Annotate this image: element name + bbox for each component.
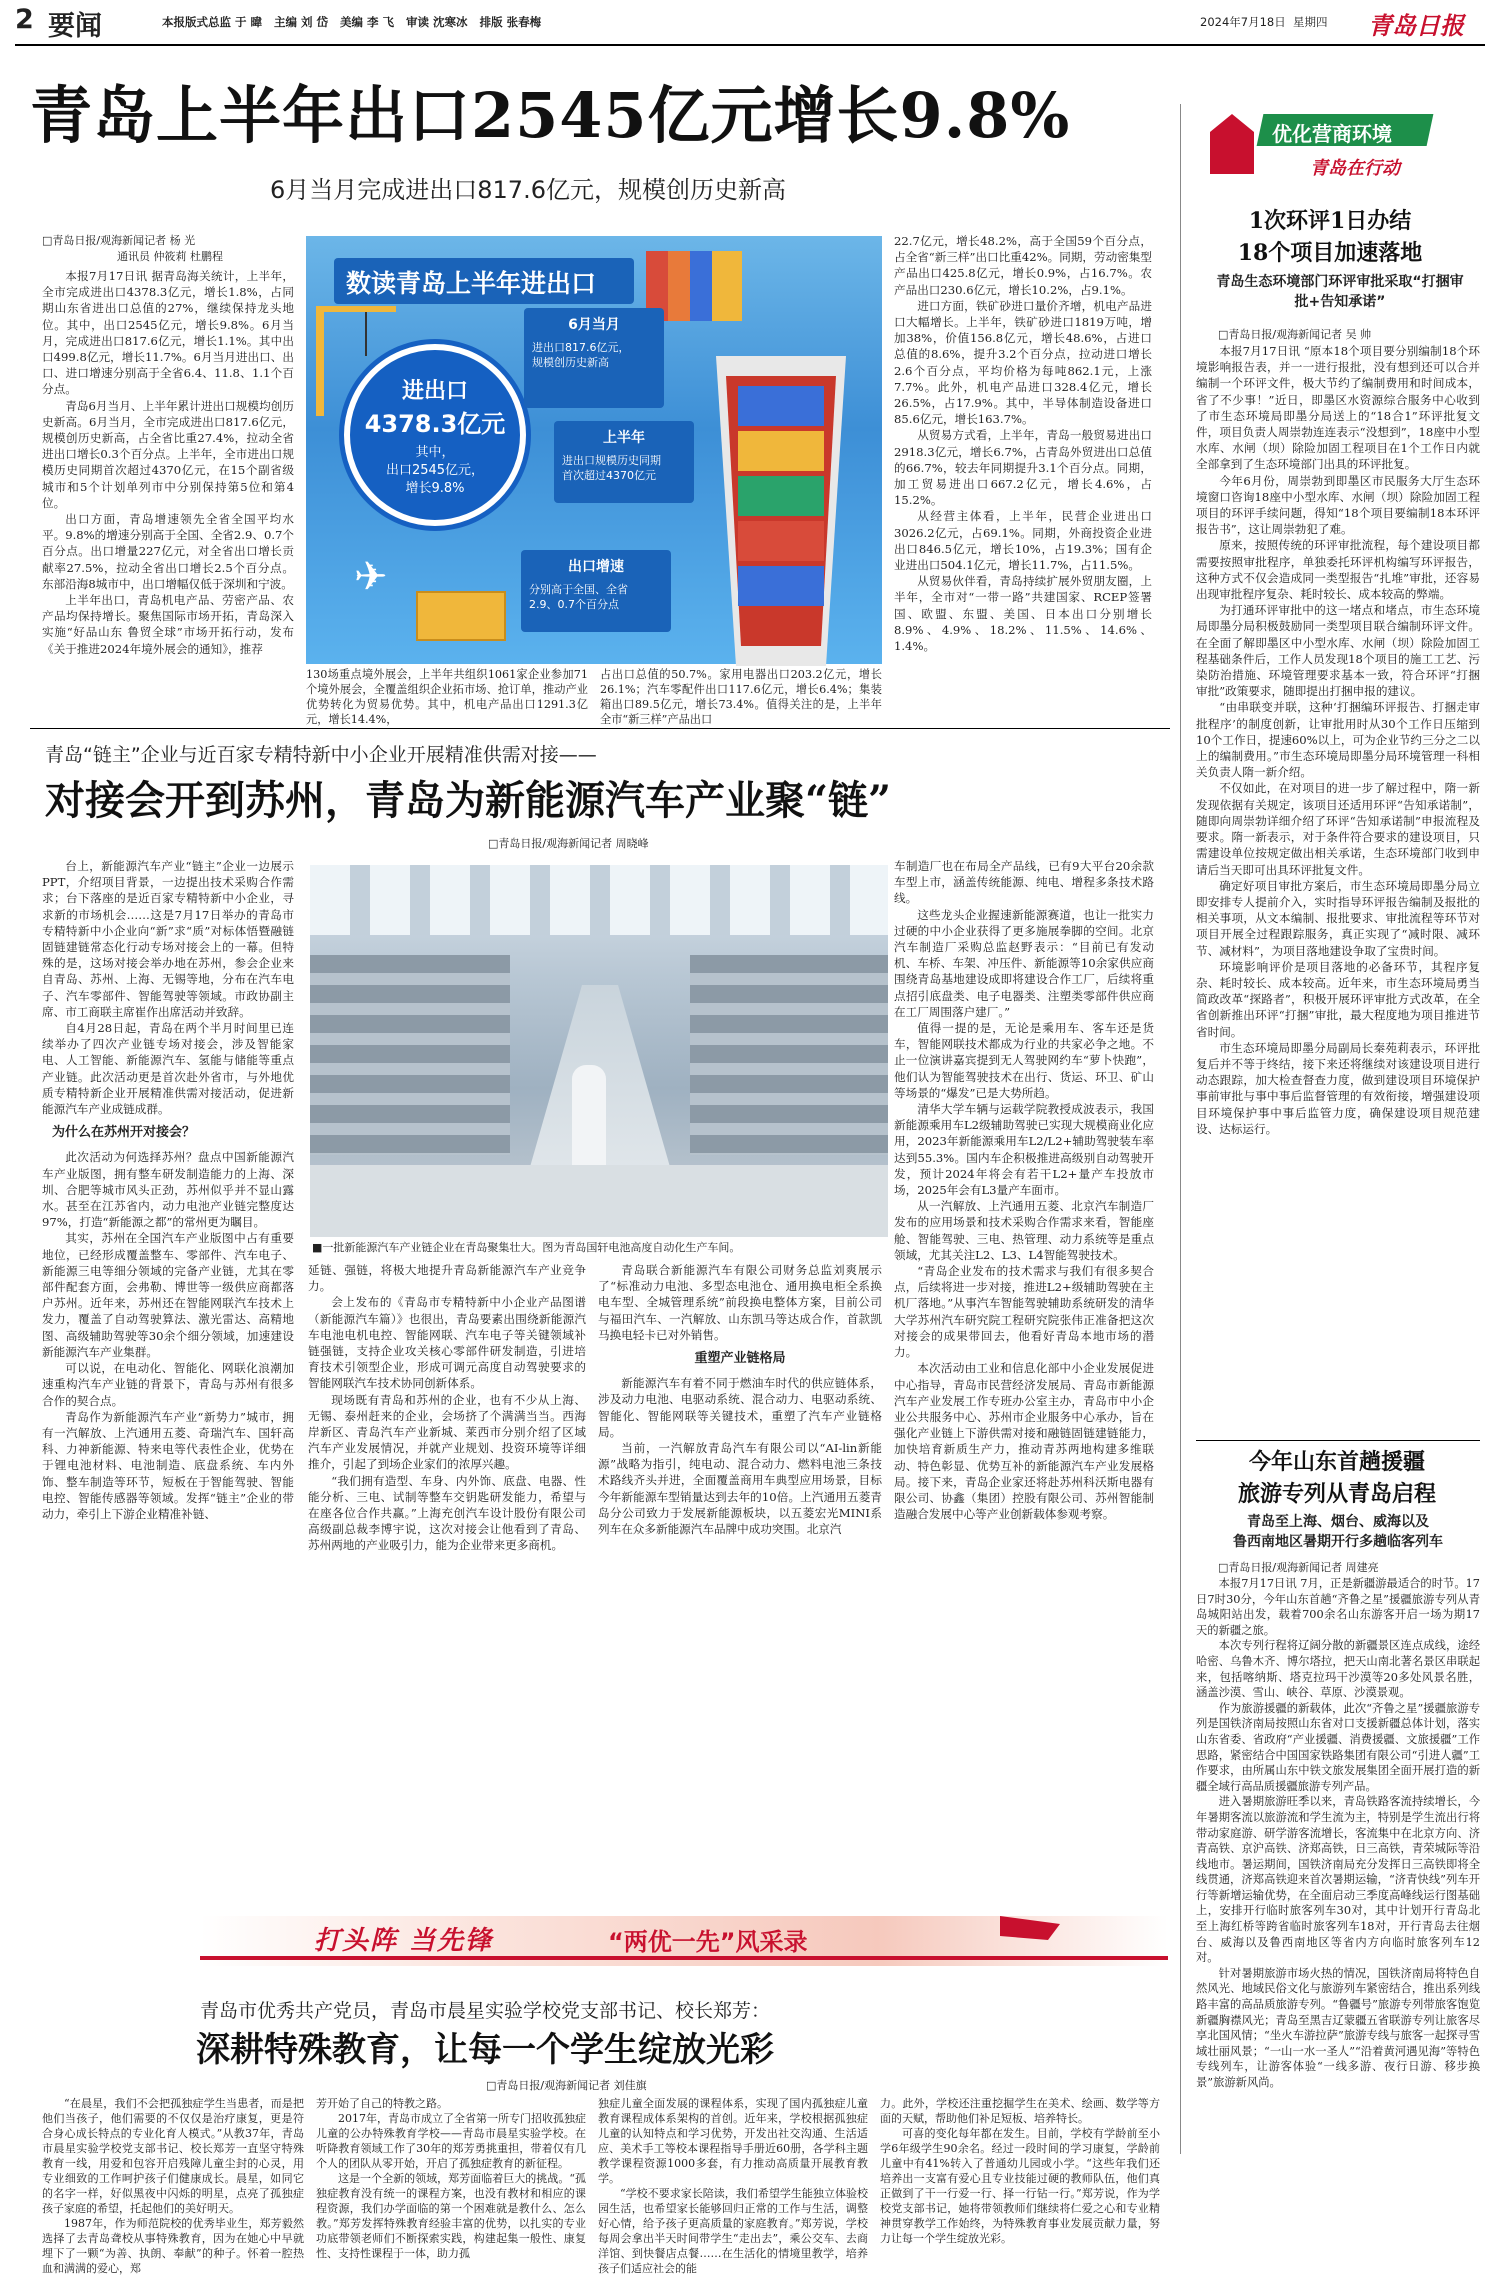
sidebar-divider <box>1180 104 1181 2154</box>
lead-column-4: 22.7亿元，增长48.2%，高于全国59个百分点，占全省“新三样”出口比重42%。同期，劳动密集型产品出口425.8亿元，增长0.9%，占16.7%。农产品出口230.6亿元，增长10.2%，占9.1%。 进口方面，铁矿砂进口量价齐增，机电产品进口大幅增长。上半年，铁矿砂进口1819万吨，增加38%，价值156.8亿元，增长48.6%，占进口总值的8.6%，提升3.2个百分点，拉动进口增长2.6个百分点，平均价格为每吨862.1元，上涨7.7%。此外，机电产品进口328.4亿元，增长26.5%，占17.9%。其中，半导体制造设备进口85.6亿元，增长163.7%。 从贸易方式看，上半年，青岛一般贸易进出口2918.3亿元，增长6.7%，占青岛外贸进出口总值的66.7%，较去年同期提升3.1个百分点。同期，加工贸易进出口667.2亿元，增长4.6%，占15.2%。 从经营主体看，上半年，民营企业进出口3026.2亿元，占69.1%。同期，外商投资企业进出口846.5亿元，增长10%，占19.3%；国有企业进出口504.1亿元，增长11.7%，占11.5%。 从贸易伙伴看，青岛持续扩展外贸朋友圈，上半年，全市对“一带一路”共建国家、RCEP签署国、欧盟、东盟、美国、日本出口分别增长8.9%、4.9%、18.2%、11.5%、14.6%、1.4%。 <box>894 234 1152 654</box>
story2-subhead-2: 重塑产业链格局 <box>694 1351 786 1367</box>
masthead <box>0 0 1500 46</box>
main-value-detail: 其中， 出口2545亿元， 增长9.8% <box>385 445 485 496</box>
sidebar-story-divider <box>1196 1440 1480 1441</box>
sidebar-story2-byline: □青岛日报/观海新闻记者 周建亮 <box>1218 1561 1379 1574</box>
masthead-rule <box>15 44 1485 46</box>
story3-column-2: 芳开始了自己的特教之路。 2017年，青岛市成立了全省第一所专门招收孤独症儿童的公办特殊教育学校——青岛市晨星实验学校。在听降教育领域工作了30年的郑芳勇挑重担，带着仅有几个人的团队从零开始，开启了孤独症教育的新征程。 这是一个全新的领域，郑芳面临着巨大的挑战。“孤独症教育没有统一的课程方案，也没有教材和相应的课程资源，我们办学面临的第一个困难就是教什么、怎么教。”郑芳发挥特殊教育经验丰富的优势，以扎实的专业功底带领老师们不断探索实践，构建起集一般性、康复性、支持性课程于一体，助力孤 <box>316 2097 586 2260</box>
story3-column-4: 力。此外，学校还注重挖掘学生在美术、绘画、数学等方面的天赋，帮助他们补足短板、培养特长。 可喜的变化每年都在发生。目前，学校有学龄前至小学6年级学生90余名。经过一段时间的学习康复，学龄前儿童中有41%转入了普通幼儿园或小学。“这些年我们还培养出一支富有爱心且专业技能过硬的教师队伍，他们真正做到了干一行爱一行、择一行钻一行。”郑芳说，作为学校党支部书记，她将带领教师们继续将仁爱之心和专业精神贯穿教学工作始终，为特殊教育事业发展贡献力量，努力让每一个学生绽放光彩。 <box>880 2097 1160 2245</box>
story2-headline: 对接会开到苏州，青岛为新能源汽车产业聚“链” <box>45 777 892 824</box>
sidebar-story1-byline: □青岛日报/观海新闻记者 吴 帅 <box>1218 328 1372 341</box>
sidebar-story1-body: 本报7月17日讯 “原本18个项目要分别编制18个环境影响报告表，并一一进行报批，没有想到还可以合并编制一个环评文件，极大节约了编制费用和时间成本，省了不少事！”近日，即墨区水资源综合服务中心收到了市生态环境局即墨分局送上的“18合1”环评批复文件，项目负责人周崇勃连连表示“没想到”，18座中小型水库、水闸（坝）除险加固工程项目在1个工作日内就全部拿到了生态环境部门出具的环评批复。 今年6月份，周崇勃到即墨区市民服务大厅生态环境窗口咨询18座中小型水库、水闸（坝）除险加固工程项目的环评手续问题，得知“18个项目要编制18本环评报告书”，这让周崇勃犯了难。 原来，按照传统的环评审批流程，每个建设项目都需要按照审批程序，单独委托环评机构编写环评报告，这种方式不仅会造成同一类型报告“扎堆”审批，还容易出现审批程序复杂、耗时较长、成本较高的弊端。 为打通环评审批中的这一堵点和堵点，市生态环境局即墨分局积极鼓励同一类型项目联合编制环评文件。在全面了解即墨区中小型水库、水闸（坝）除险加固工程基础条件后，工作人员发现18个项目的施工工艺、污染防治措施、环境管理要求基本一致，符合环评“打捆审批”政策要求，随即提出打捆申报的建议。 “由串联变并联，这种‘打捆编环评报告、打捆走审批程序’的制度创新，让审批用时从30个工作日压缩到10个工作日，提速60%以上，可为企业节约三分之二以上的编制费用。”市生态环境局即墨分局环境管理一科相关负责人隋一新介绍。 不仅如此，在对项目的进一步了解过程中，隋一新发现依据有关规定，该项目还适用环评“告知承诺制”，随即向周崇勃详细介绍了环评“告知承诺制”申报流程及要求。隋一新表示，对于条件符合要求的建设项目，只需建设单位按规定做出相关承诺，生态环境部门收到申请后当天即可出具环评批复文件。 确定好项目审批方案后，市生态环境局即墨分局立即安排专人提前介入，实时指导环评报告编制及报批的相关事项，从文本编制、报批要求、审批流程等环节对项目开展全过程跟踪服务，真正实现了“减时限、减环节、减材料”，为项目落地建设争取了宝贵时间。 环境影响评价是项目落地的必备环节，其程序复杂、耗时较长、成本较高。近年来，市生态环境局勇当简政改革“探路者”，积极开展环评审批方式改革，在全省创新推出环评“打捆”审批，最大程度地为项目推进节省时间。 市生态环境局即墨分局副局长秦苑莉表示，环评批复后并不等于终结，接下来还将继续对该建设项目进行动态跟踪，加大检查督查力度，做到建设项目环境保护事前审批与事中事后监督管理的有效衔接，增强建设项目环境保护事中事后监管力度，确保建设项目规范建设、达标运行。 <box>1196 344 1480 1136</box>
infographic <box>306 236 882 664</box>
lead-subheadline: 6月当月完成进出口817.6亿元，规模创历史新高 <box>270 176 786 204</box>
sidebar-story1-subhead: 青岛生态环境部门环评审批采取“打捆审批+告知承诺” <box>1216 274 1464 310</box>
sidebar-story2-subhead: 青岛至上海、烟台、威海以及 鲁西南地区暑期开行多趟临客列车 <box>1233 1514 1443 1550</box>
story3-byline: □青岛日报/观海新闻记者 刘佳旗 <box>486 2079 647 2092</box>
story3-banner-slogan: 打头阵 当先锋 <box>314 1926 494 1956</box>
issue-date: 2024年7月18日 星期四 <box>1200 15 1328 29</box>
story2-column-2: 延链、强链，将极大地提升青岛新能源汽车产业竞争力。 会上发布的《青岛市专精特新中小企业产品图谱（新能源汽车篇）》也很出，青岛要素出围绕新能源汽车电池电机电控、智能网联、汽车电子等关键领域补链强链，支持企业攻关核心零部件研发制造，引进培育技术引领型企业，形成可调元高度自动驾驶要求的智能网联汽车技术协同创新体系。 现场既有青岛和苏州的企业，也有不少从上海、无锡、泰州赶来的企业，会场挤了个满满当当。西海岸新区、青岛汽车产业新城、莱西市分别介绍了区域汽车产业发展情况，并就产业规划、投资环境等详细推介，引起了到场企业家们的浓厚兴趣。 “我们拥有造型、车身、内外饰、底盘、电器、性能分析、三电、试制等整车交钥匙研发能力，希望与在座各位合作共赢。”上海充创汽车设计股份有限公司高级副总裁李博宇说，这次对接会让他看到了青岛、苏州两地的产业吸引力，能为企业带来更多商机。 <box>308 1263 586 1553</box>
infographic-title: 数读青岛上半年进出口 <box>346 269 597 298</box>
banner-flag-icon <box>1000 1916 1060 1956</box>
sidebar-story1-headline: 1次环评1日办结 18个项目加速落地 <box>1237 208 1423 266</box>
editor-credits: 本报版式总监 于 暐 主编 刘 岱 美编 李 飞 审读 沈寒冰 排版 张春梅 <box>162 15 542 29</box>
photo-floor <box>310 1165 888 1237</box>
story2-column-4: 车制造厂也在布局全产品线，已有9大平台20余款车型上市，涵盖传统能源、纯电、增程多条技术路线。 这些龙头企业握速新能源赛道，也让一批实力过硬的中小企业获得了更多施展拳脚的空间。北京汽车制造厂采购总监赵野表示：“目前已有发动机、车桥、车架、冲压件、新能源等10余家供应商围绕青岛基地建设成即将建设合作工厂，后续将重点招引底盘类、电子电器类、注塑类零部件供应商在工厂周围落户建厂。” 值得一提的是，无论是乘用车、客车还是货车，智能网联技术都成为行业的共家必争之地。不止一位演讲嘉宾提到无人驾驶网约车“萝卜快跑”，他们认为智能驾驶技术在出行、货运、环卫、矿山等场景的“爆发”已是大势所趋。 清华大学车辆与运载学院教授成波表示，我国新能源乘用车L2级辅助驾驶已实现大规模商业化应用，2023年新能源乘用车L2/L2+辅助驾驶装车率达到55.3%。国内车企积极推进高级别自动驾驶开发，预计2024年将会有若干L2+量产车投放市场，2025年会有L3量产车面市。 从一汽解放、上汽通用五菱、北京汽车制造厂发布的应用场景和技术采购合作需求来看，智能座舱、智能驾驶、三电、热管理、动力系统等是重点领域，尤其关注L2、L3、L4智能驾驶技术。 “青岛企业发布的技术需求与我们有很多契合点，后续将进一步对接，推进L2+级辅助驾驶在主机厂落地。”从事汽车智能驾驶辅助系统研发的清华大学苏州汽车研究院工程研究院张伟正准备把这次对接会的成果带回去，他看好青岛本地市场的潜力。 本次活动由工业和信息化部中小企业发展促进中心指导，青岛市民营经济发展局、青岛市新能源汽车产业发展工作专班办公室主办，青岛市中小企业公共服务中心、苏州市企业服务中心承办，旨在强化产业链上下游供需对接和融链固链建链能力，加快培育新质生产力，推动青苏两地构建多维联动、特色彰显、优势互补的新能源汽车产业发展格局。接下来，青岛企业家还将赴苏州科沃斯电器有限公司、协鑫（集团）控股有限公司、苏州智能制造融合发展中心等产业创新载体参观考察。 <box>894 859 1154 1522</box>
story2-subhead-1: 为什么在苏州开对接会？ <box>52 1125 196 1141</box>
photo-caption: ■一批新能源汽车产业链企业在青岛聚集壮大。图为青岛国轩电池高度自动化生产车间。 <box>312 1241 741 1254</box>
story2-kicker: 青岛“链主”企业与近百家专精特新中小企业开展精准供需对接—— <box>45 744 597 766</box>
section-name: 要闻 <box>48 11 102 42</box>
story3-banner <box>200 1916 1168 1966</box>
story3-column-3: 独症儿童全面发展的课程体系，实现了国内孤独症儿童教育课程成体系架构的首创。近年来，学校根据孤独症儿童的认知特点和学习优势，开发出社交沟通、生活适应、美术手工等校本课程指导手册近60册，各学科主题教学课程资源1000多套，有力推动高质量开展教育教学。 “学校不要求家长陪读，我们希望学生能独立体验校园生活，也希望家长能够回归正常的工作与生活，调整好心情，给予孩子更高质量的家庭教育。”郑芳说，学校每周会拿出半天时间带学生“走出去”，乘公交车、去商洋馆、到快餐店点餐……在生活化的情境里教学，培养孩子们适应社会的能 <box>598 2097 868 2275</box>
lead-headline: 青岛上半年出口2545亿元增长9.8% <box>30 79 1071 152</box>
photo-worker <box>572 1065 606 1175</box>
june-box: 6月当月 进出口817.6亿元， 规模创历史新高 <box>524 308 664 408</box>
banner-building-icon <box>1210 114 1254 174</box>
factory-photo <box>310 865 888 1237</box>
story2-byline: □青岛日报/观海新闻记者 周晓峰 <box>488 837 649 850</box>
page-number: 2 <box>15 4 34 35</box>
export-growth-box: 出口增速 分别高于全国、全省 2.9、0.7个百分点 <box>521 550 671 632</box>
lead-byline: □青岛日报/观海新闻记者 杨 光 通讯员 仲筱莉 杜鹏程 <box>42 234 223 263</box>
story3-banner-series: “两优一先”风采录 <box>608 1928 808 1956</box>
lead-column-3: 占出口总值的50.7%。家用电器出口203.2亿元，增长26.1%；汽车零配件出口117.6亿元，增长6.4%；集装箱出口89.5亿元，增长73.4%。值得关注的是，上半年全市“新三样”产品出口 <box>600 668 882 726</box>
main-value-label: 进出口 <box>401 379 468 404</box>
story3-kicker: 青岛市优秀共产党员，青岛市晨星实验学校党支部书记、校长郑芳： <box>200 2000 771 2022</box>
airplane-icon: ✈ <box>354 554 388 600</box>
lead-column-1: 本报7月17日讯 据青岛海关统计，上半年，全市完成进出口4378.3亿元，增长1.8%，占同期山东省进出口总值的27%，继续保持龙头地位。其中，出口2545亿元，增长9.8%。6月当月，完成进出口817.6亿元，增长1.1%。其中出口499.8亿元，增长11.7%。6月当月进出口、出口、进口增速分别高于全省6.4、11.8、1.1个百分点。 青岛6月当月、上半年累计进出口规模均创历史新高。6月当月，全市完成进出口817.6亿元，规模创历史新高，占全省比重27.4%，拉动全省进出口增长0.3个百分点。上半年，全市进出口规模历史同期首次超过4370亿元，在15个副省级城市和5个计划单列市中分别保持第5位和第4位。 出口方面，青岛增速领先全省全国平均水平。9.8%的增速分别高于全国、全省2.9、0.7个百分点。出口增量227亿元，对全省出口增长贡献率27.5%，拉动全省出口增长2.5个百分点。东部沿海8城市中，出口增幅仅低于深圳和宁波。 上半年出口，青岛机电产品、劳密产品、农产品均保持增长。聚焦国际市场开拓，青岛深入实施“好品山东 鲁贸全球”市场开拓行动，发布《关于推进2024年境外展会的通知》，推荐 <box>42 269 294 656</box>
lead-bottom-rule <box>30 728 1170 729</box>
sidebar-banner <box>1210 108 1470 188</box>
story3-headline: 深耕特殊教育，让每一个学生绽放光彩 <box>196 2030 774 2070</box>
container-truck <box>416 591 506 641</box>
ship-graphic <box>676 296 882 666</box>
sidebar-story2-body: 本报7月17日讯 7月，正是新疆游最适合的时节。17日7时30分，今年山东首趟“齐鲁之星”援疆旅游专列从青岛城阳站出发，载着700余名山东游客开启一场为期17天的新疆之旅。 本次专列行程将辽阔分散的新疆景区连点成线，途经哈密、乌鲁木齐、博尔塔拉，把天山南北著名景区串联起来，包括喀纳斯、塔克拉玛干沙漠等20多处风景名胜，涵盖沙漠、雪山、峡谷、草原、沙漠景观。 作为旅游援疆的新载体，此次“齐鲁之星”援疆旅游专列是国铁济南局按照山东省对口支援新疆总体计划，落实山东省委、省政府“产业援疆、消费援疆、文旅援疆”工作思路，紧密结合中国国家铁路集团有限公司“引进人疆”工作要求，由所属山东中铁文旅发展集团全面开展打造的新疆全域行高品质援疆旅游专列产品。 进入暑期旅游旺季以来，青岛铁路客流持续增长，今年暑期客流以旅游流和学生流为主，特别是学生流出行将带动家庭游、研学游客流增长，客流集中在北京方向、济青高铁、京沪高铁、济郑高铁，日三高铁，青荣城际等沿线地市。暑运期间，国铁济南局充分发挥日三高铁即将全线贯通，济郑高铁迎来首次暑期运输，“济青快线”列车开行等新增运输优势，在全面启动三季度高峰线运行图基础上，安排开行临时旅客列车30对，其中计划开行青岛北至上海红桥等跨省临时旅客列车18对，开行青岛去往烟台、威海以及鲁西南地区等省内方向临时旅客列车12对。 针对暑期旅游市场火热的情况，国铁济南局将特色自然风光、地域民俗文化与旅游列车紧密结合，推出系列线路丰富的高品质旅游专列。“鲁疆号”旅游专列带旅客饱览新疆胸襟风光；青岛至黑吉辽蒙疆五省联游专列让旅客尽享北国风情；“坐火车游拉萨”旅游专线与旅客一起探寻雪域壮丽风景；“一山一水一圣人”“沿着黄河遇见海”等特色专线列车，让游客体验“一线多游、夜行日游、移步换景”旅游新风尚。 <box>1196 1577 1480 2089</box>
sidebar-banner-sub: 青岛在行动 <box>1310 158 1400 179</box>
main-value-number: 4378.3亿元 <box>364 410 506 438</box>
newspaper-logo: 青岛日报 <box>1368 11 1464 40</box>
lead-column-2: 130场重点境外展会，上半年共组织1061家企业参加71个境外展会，全覆盖组织企业拓市场、抢订单，推动产业优势转化为贸易优势。其中，机电产品出口1291.3亿元，增长14.4%， <box>306 668 588 726</box>
photo-machine-left <box>310 955 510 1155</box>
story2-column-1: 台上，新能源汽车产业“链主”企业一边展示PPT，介绍项目背景，一边提出技术采购合作需求；台下落座的是近百家专精特新中小企业，寻求新的市场机会……这是7月17日举办的青岛市专精特新中小企业向“新”求“质”对标体悟暨融链固链建链常态化行动专场对接会上的一幕。但特殊的是，这场对接会举办地在苏州，参会企业来自青岛、苏州、上海、无锡等地，分布在汽车电子、汽车零部件、智能驾驶等领域。市政协副主席、市工商联主席崔作出席活动并致辞。 自4月28日起，青岛在两个半月时间里已连续举办了四次产业链专场对接会，涉及智能家电、人工智能、新能源汽车、氢能与储能等重点产业链。此次活动更是首次赴外省市，与外地优质专精特新企业开展精准供需对接活动，促进新能源汽车产业成链成群。 为什么在苏州开对接会？ 此次活动为何选择苏州？盘点中国新能源汽车产业版图，拥有整车研发制造能力的上海、深圳、合肥等城市风头正劲，苏州似乎并不显山露水。甚至在江苏省内，动力电池产业链完整度达97%，打造“新能源之都”的常州更为瞩目。 其实，苏州在全国汽车产业版图中占有重要地位，已经形成覆盖整车、零部件、汽车电子、新能源三电等细分领域的完备产业链，尤其在零部件配套方面，会弗勒、博世等一级供应商都落户苏州。近年来，苏州还在智能网联汽车技术上发力，覆盖了自动驾驶算法、激光雷达、高精地图、高级辅助驾驶等30余个细分领域，加速建设新能源汽车产业集群。 可以说，在电动化、智能化、网联化浪潮加速重构汽车产业链的背景下，青岛与苏州有很多合作的契合点。 青岛作为新能源汽车产业“新势力”城市，拥有一汽解放、上汽通用五菱、奇瑞汽车、国轩高科、力神新能源、特来电等代表性企业，优势在于锂电池材料、电池制造、底盘系统、车内外饰、整车制造等环节，短板在于智能驾驶、智能电控、智能传感器等领域。发挥“链主”企业的带动力，牵引上下游企业精准补链、 <box>42 859 294 1521</box>
story2-column-3: 青岛联合新能源汽车有限公司财务总监刘爽展示了“标准动力电池、多型态电池仓、通用换电柜全系换电车型、全城管理系统”前段换电整体方案，目前公司与福田汽车、一汽解放、山东凯马等达成合作，首款凯马换电轻卡已对外销售。 重塑产业链格局 新能源汽车有着不同于燃油车时代的供应链体系，涉及动力电池、电驱动系统、混合动力、电驱动系统、智能化、智能网联等关键技术，重塑了汽车产业链格局。 当前，一汽解放青岛汽车有限公司以“AI-lin新能源”战略为指引，纯电动、混合动力、燃料电池三条技术路线齐头并进，全面覆盖商用车典型应用场景，目标今年新能源车型销量达到去年的10倍。上汽通用五菱青岛分公司致力于发展新能源板块，以五菱宏光MINI系列车在众多新能源汽车品牌中成功突围。北京汽 <box>598 1263 882 1537</box>
photo-ceiling-lights <box>310 865 888 935</box>
sidebar-banner-title: 优化营商环境 <box>1272 122 1392 146</box>
photo-machine-right <box>690 955 888 1155</box>
sidebar-story2-headline: 今年山东首趟援疆 旅游专列从青岛启程 <box>1237 1449 1436 1507</box>
half-year-box: 上半年 进出口规模历史同期 首次超过4370亿元 <box>554 421 694 503</box>
story3-column-1: “在晨星，我们不会把孤独症学生当患者，而是把他们当孩子，他们需要的不仅仅是治疗康复，更是符合身心成长特点的专业化育人模式。”从教37年，青岛市晨星实验学校党支部书记、校长郑芳一直坚守特殊教育一线，用爱和包容开启残障儿童尘封的心灵，用专业细致的工作呵护孩子们健康成长。晨星，如同它的名字一样，好似黑夜中闪烁的明星，点亮了孤独症孩子家庭的希望，托起他们的美好明天。 1987年，作为师范院校的优秀毕业生，郑芳毅然选择了去青岛聋校从事特殊教育，因为在她心中早就埋下了一颗“为善、执朗、奉献”的种子。怀着一腔热血和满满的爱心，郑 <box>42 2097 304 2275</box>
